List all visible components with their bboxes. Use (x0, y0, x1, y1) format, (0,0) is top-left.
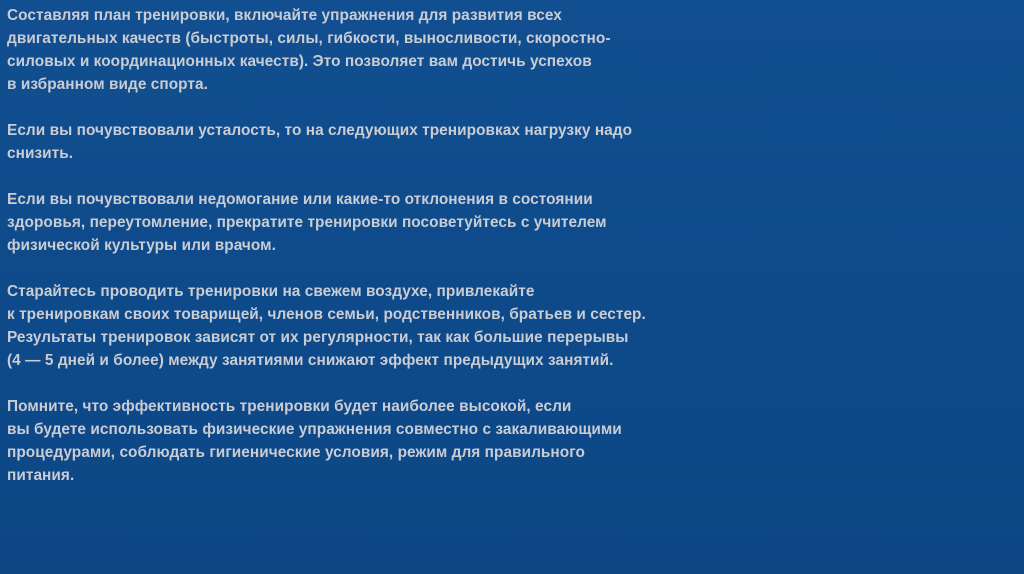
text-line: снизить. (7, 145, 74, 162)
paragraph-effectiveness (7, 395, 1007, 487)
paragraph-training-plan (7, 4, 1007, 96)
text-line: Результаты тренировок зависят от их регулярности, так как большие перерывы (7, 329, 629, 346)
text-line: к тренировкам своих товарищей, членов семьи, родственников, братьев и сестер. (7, 306, 646, 323)
text-line: физической культуры или врачом. (7, 237, 276, 254)
text-line: Если вы почувствовали недомогание или какие-то отклонения в состоянии (7, 191, 593, 208)
paragraph-fatigue (7, 119, 1007, 165)
text-line: вы будете использовать физические упражнения совместно с закаливающими (7, 421, 622, 438)
text-line: Если вы почувствовали усталость, то на следующих тренировках нагрузку надо (7, 122, 633, 139)
text-line: силовых и координационных качеств). Это позволяет вам достичь успехов (7, 53, 592, 70)
text-line: питания. (7, 467, 75, 484)
text-line: процедурами, соблюдать гигиенические условия, режим для правильного (7, 444, 585, 461)
text-line: двигательных качеств (быстроты, силы, гибкости, выносливости, скоростно- (7, 30, 611, 47)
paragraph-illness (7, 188, 1007, 257)
text-line: в избранном виде спорта. (7, 76, 208, 93)
slide-text-body (7, 4, 1007, 510)
text-line: Старайтесь проводить тренировки на свежем воздухе, привлекайте (7, 283, 535, 300)
text-line: здоровья, переутомление, прекратите тренировки посоветуйтесь с учителем (7, 214, 607, 231)
text-line: Составляя план тренировки, включайте упражнения для развития всех (7, 7, 562, 24)
paragraph-fresh-air (7, 280, 1007, 372)
text-line: Помните, что эффективность тренировки будет наиболее высокой, если (7, 398, 572, 415)
text-line: (4 — 5 дней и более) между занятиями снижают эффект предыдущих занятий. (7, 352, 614, 369)
